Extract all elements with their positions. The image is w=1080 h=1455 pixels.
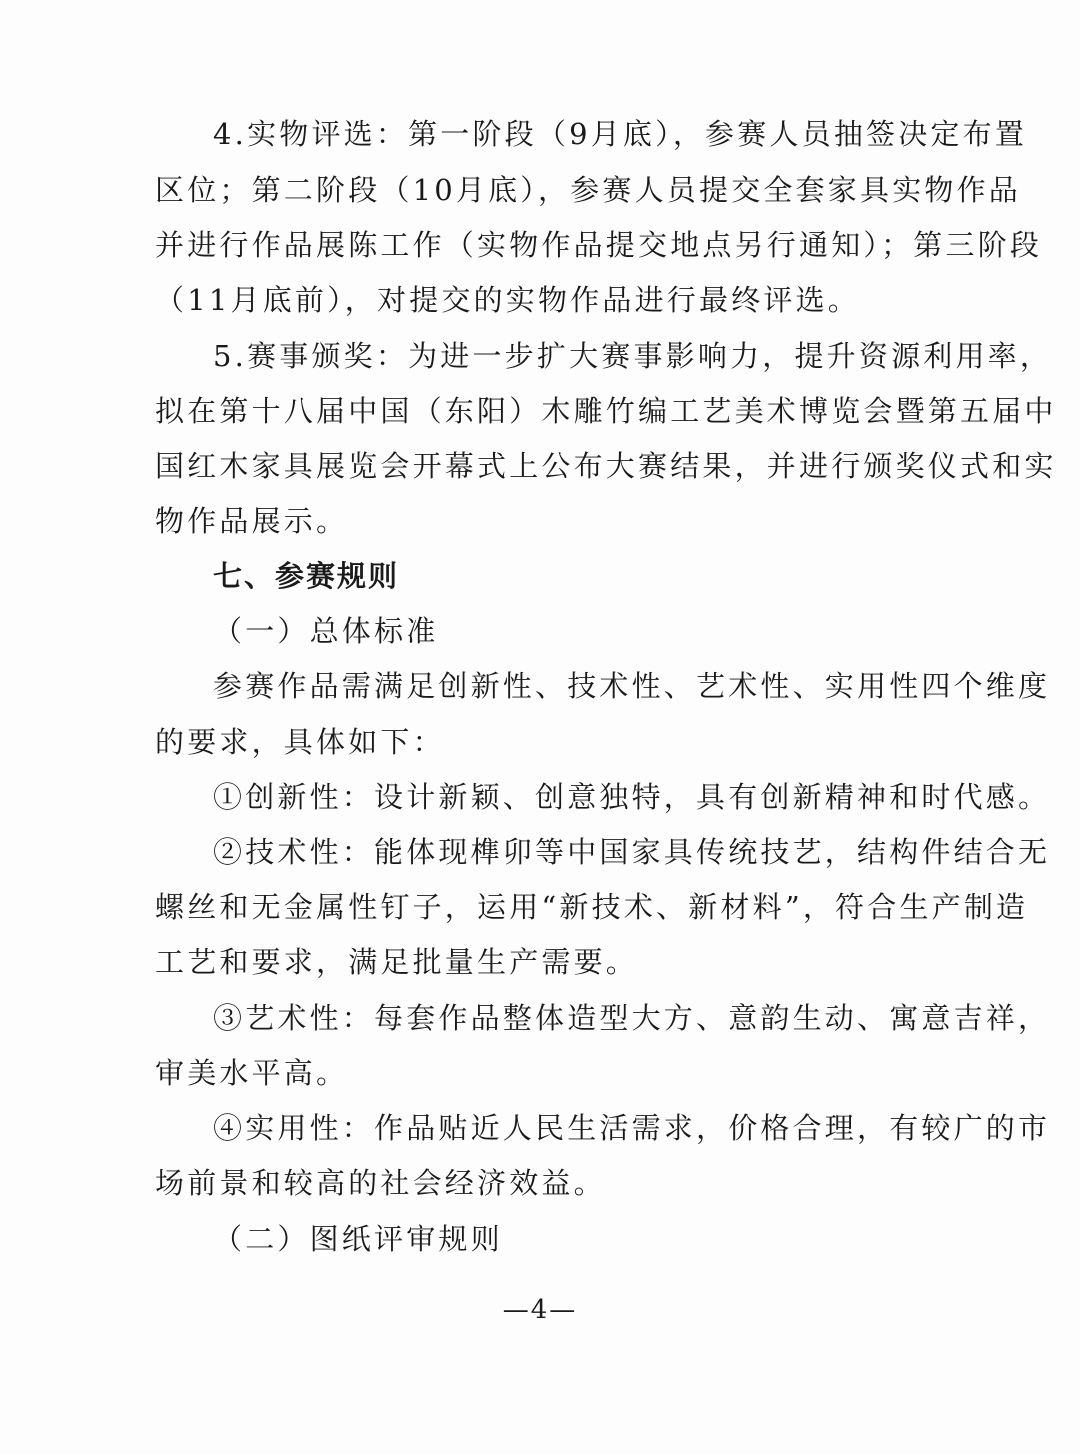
paragraph-line: 4.实物评选：第一阶段（9月底），参赛人员抽签决定布置: [213, 117, 1028, 151]
paragraph-line: 区位；第二阶段（10月底），参赛人员提交全套家具实物作品: [155, 173, 1022, 207]
paragraph-line: 拟在第十八届中国（东阳）木雕竹编工艺美术博览会暨第五届中: [155, 394, 1057, 428]
paragraph-line: 场前景和较高的社会经济效益。: [155, 1166, 606, 1200]
criterion-item: ②技术性：能体现榫卯等中国家具传统技艺，结构件结合无: [213, 835, 1051, 869]
paragraph-line: 审美水平高。: [155, 1056, 349, 1090]
subsection-heading: （一）总体标准: [213, 614, 439, 648]
paragraph-line: 5.赛事颁奖：为进一步扩大赛事影响力，提升资源利用率，: [213, 339, 1053, 373]
criterion-item: ③艺术性：每套作品整体造型大方、意韵生动、寓意吉祥，: [213, 1001, 1051, 1035]
paragraph-line: 螺丝和无金属性钉子，运用“新技术、新材料”，符合生产制造: [155, 890, 1029, 924]
paragraph-line: 参赛作品需满足创新性、技术性、艺术性、实用性四个维度: [213, 669, 1051, 703]
page-number: —4—: [502, 1295, 578, 1325]
section-heading: 七、参赛规则: [213, 559, 400, 593]
paragraph-line: 工艺和要求，满足批量生产需要。: [155, 945, 639, 979]
paragraph-line: 并进行作品展陈工作（实物作品提交地点另行通知）；第三阶段: [155, 228, 1043, 262]
paragraph-line: 物作品展示。: [155, 504, 349, 538]
paragraph-line: 国红木家具展览会开幕式上公布大赛结果，并进行颁奖仪式和实: [155, 449, 1057, 483]
criterion-item: ①创新性：设计新颖、创意独特，具有创新精神和时代感。: [213, 780, 1051, 814]
subsection-heading: （二）图纸评审规则: [213, 1222, 503, 1256]
criterion-item: ④实用性：作品贴近人民生活需求，价格合理，有较广的市: [213, 1111, 1051, 1145]
paragraph-line: （11月底前），对提交的实物作品进行最终评选。: [155, 283, 861, 317]
paragraph-line: 的要求，具体如下：: [155, 725, 445, 759]
